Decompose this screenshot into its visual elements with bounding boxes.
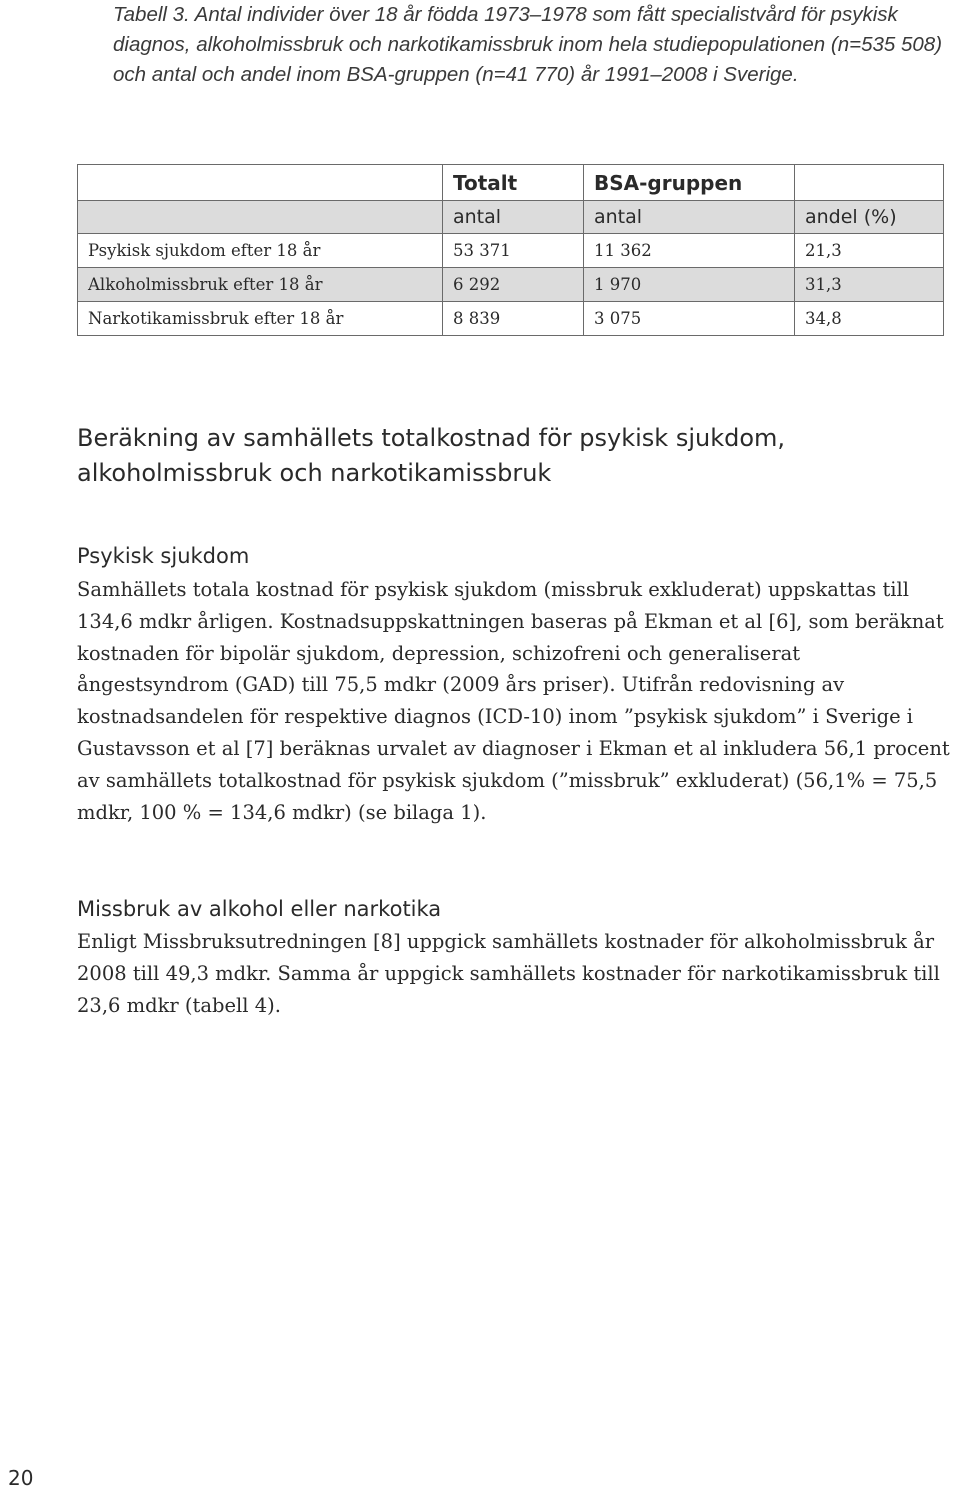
table-header-cell xyxy=(795,165,944,201)
cell-bsa-andel: 34,8 xyxy=(795,302,944,336)
psykisk-sjukdom-heading: Psykisk sjukdom xyxy=(77,544,250,568)
missbruk-paragraph: Enligt Missbruksutredningen [8] uppgick samhällets kostnader för alkoholmissbruk år 2008 till 49,3 mdkr. Samma år uppgick samhällets kostnader för narkotikamissbruk till 23,6 mdkr (tabell 4). xyxy=(77,930,940,1017)
cell-bsa-antal: 11 362 xyxy=(584,234,795,268)
data-table xyxy=(77,164,944,336)
row-label: Narkotikamissbruk efter 18 år xyxy=(78,302,443,336)
table-row xyxy=(78,268,944,302)
table-group-header-row xyxy=(78,165,944,201)
cell-bsa-andel: 21,3 xyxy=(795,234,944,268)
cell-bsa-antal: 1 970 xyxy=(584,268,795,302)
page-number: 20 xyxy=(8,1466,34,1490)
cell-bsa-antal: 3 075 xyxy=(584,302,795,336)
table-header-bsa-gruppen: BSA-gruppen xyxy=(584,165,795,201)
table-subheader-antal-totalt: antal xyxy=(443,201,584,234)
table-row xyxy=(78,302,944,336)
section-heading: Beräkning av samhällets totalkostnad för psykisk sjukdom, alkoholmissbruk och narkotikamissbruk xyxy=(77,424,786,487)
psykisk-sjukdom-paragraph: Samhällets totala kostnad för psykisk sjukdom (missbruk exkluderat) uppskattas till 134,6 mdkr årligen. Kostnadsuppskattningen baseras på Ekman et al [6], som beräknat kostnaden för bipolär sjukdom, depression, schizofreni och generaliserat ångestsyndrom (GAD) till 75,5 mdkr (2009 års priser). Utifrån redovisning av kostnadsandelen för respektive diagnos (ICD-10) inom ”psykisk sjukdom” i Sverige i Gustavsson et al [7] beräknas urvalet av diagnoser i Ekman et al inkludera 56,1 procent av samhällets totalkostnad för psykisk sjukdom (”missbruk” exkluderat) (56,1% = 75,5 mdkr, 100 % = 134,6 mdkr) (se bilaga 1). xyxy=(77,578,950,824)
row-label: Alkoholmissbruk efter 18 år xyxy=(78,268,443,302)
cell-bsa-andel: 31,3 xyxy=(795,268,944,302)
table-header-cell xyxy=(78,201,443,234)
table-row xyxy=(78,234,944,268)
table-subheader-andel: andel (%) xyxy=(795,201,944,234)
row-label: Psykisk sjukdom efter 18 år xyxy=(78,234,443,268)
table-header-totalt: Totalt xyxy=(443,165,584,201)
table-caption: Tabell 3. Antal individer över 18 år födda 1973–1978 som fått specialistvård för psykisk diagnos, alkoholmissbruk och narkotikamissbruk inom hela studiepopulationen (n=535 508) och antal och andel inom BSA-gruppen (n=41 770) år 1991–2008 i Sverige. xyxy=(113,3,943,86)
missbruk-heading: Missbruk av alkohol eller narkotika xyxy=(77,897,442,921)
table-header-cell xyxy=(78,165,443,201)
cell-totalt-antal: 8 839 xyxy=(443,302,584,336)
cell-totalt-antal: 6 292 xyxy=(443,268,584,302)
cell-totalt-antal: 53 371 xyxy=(443,234,584,268)
table-sub-header-row xyxy=(78,201,944,234)
table-subheader-antal-bsa: antal xyxy=(584,201,795,234)
